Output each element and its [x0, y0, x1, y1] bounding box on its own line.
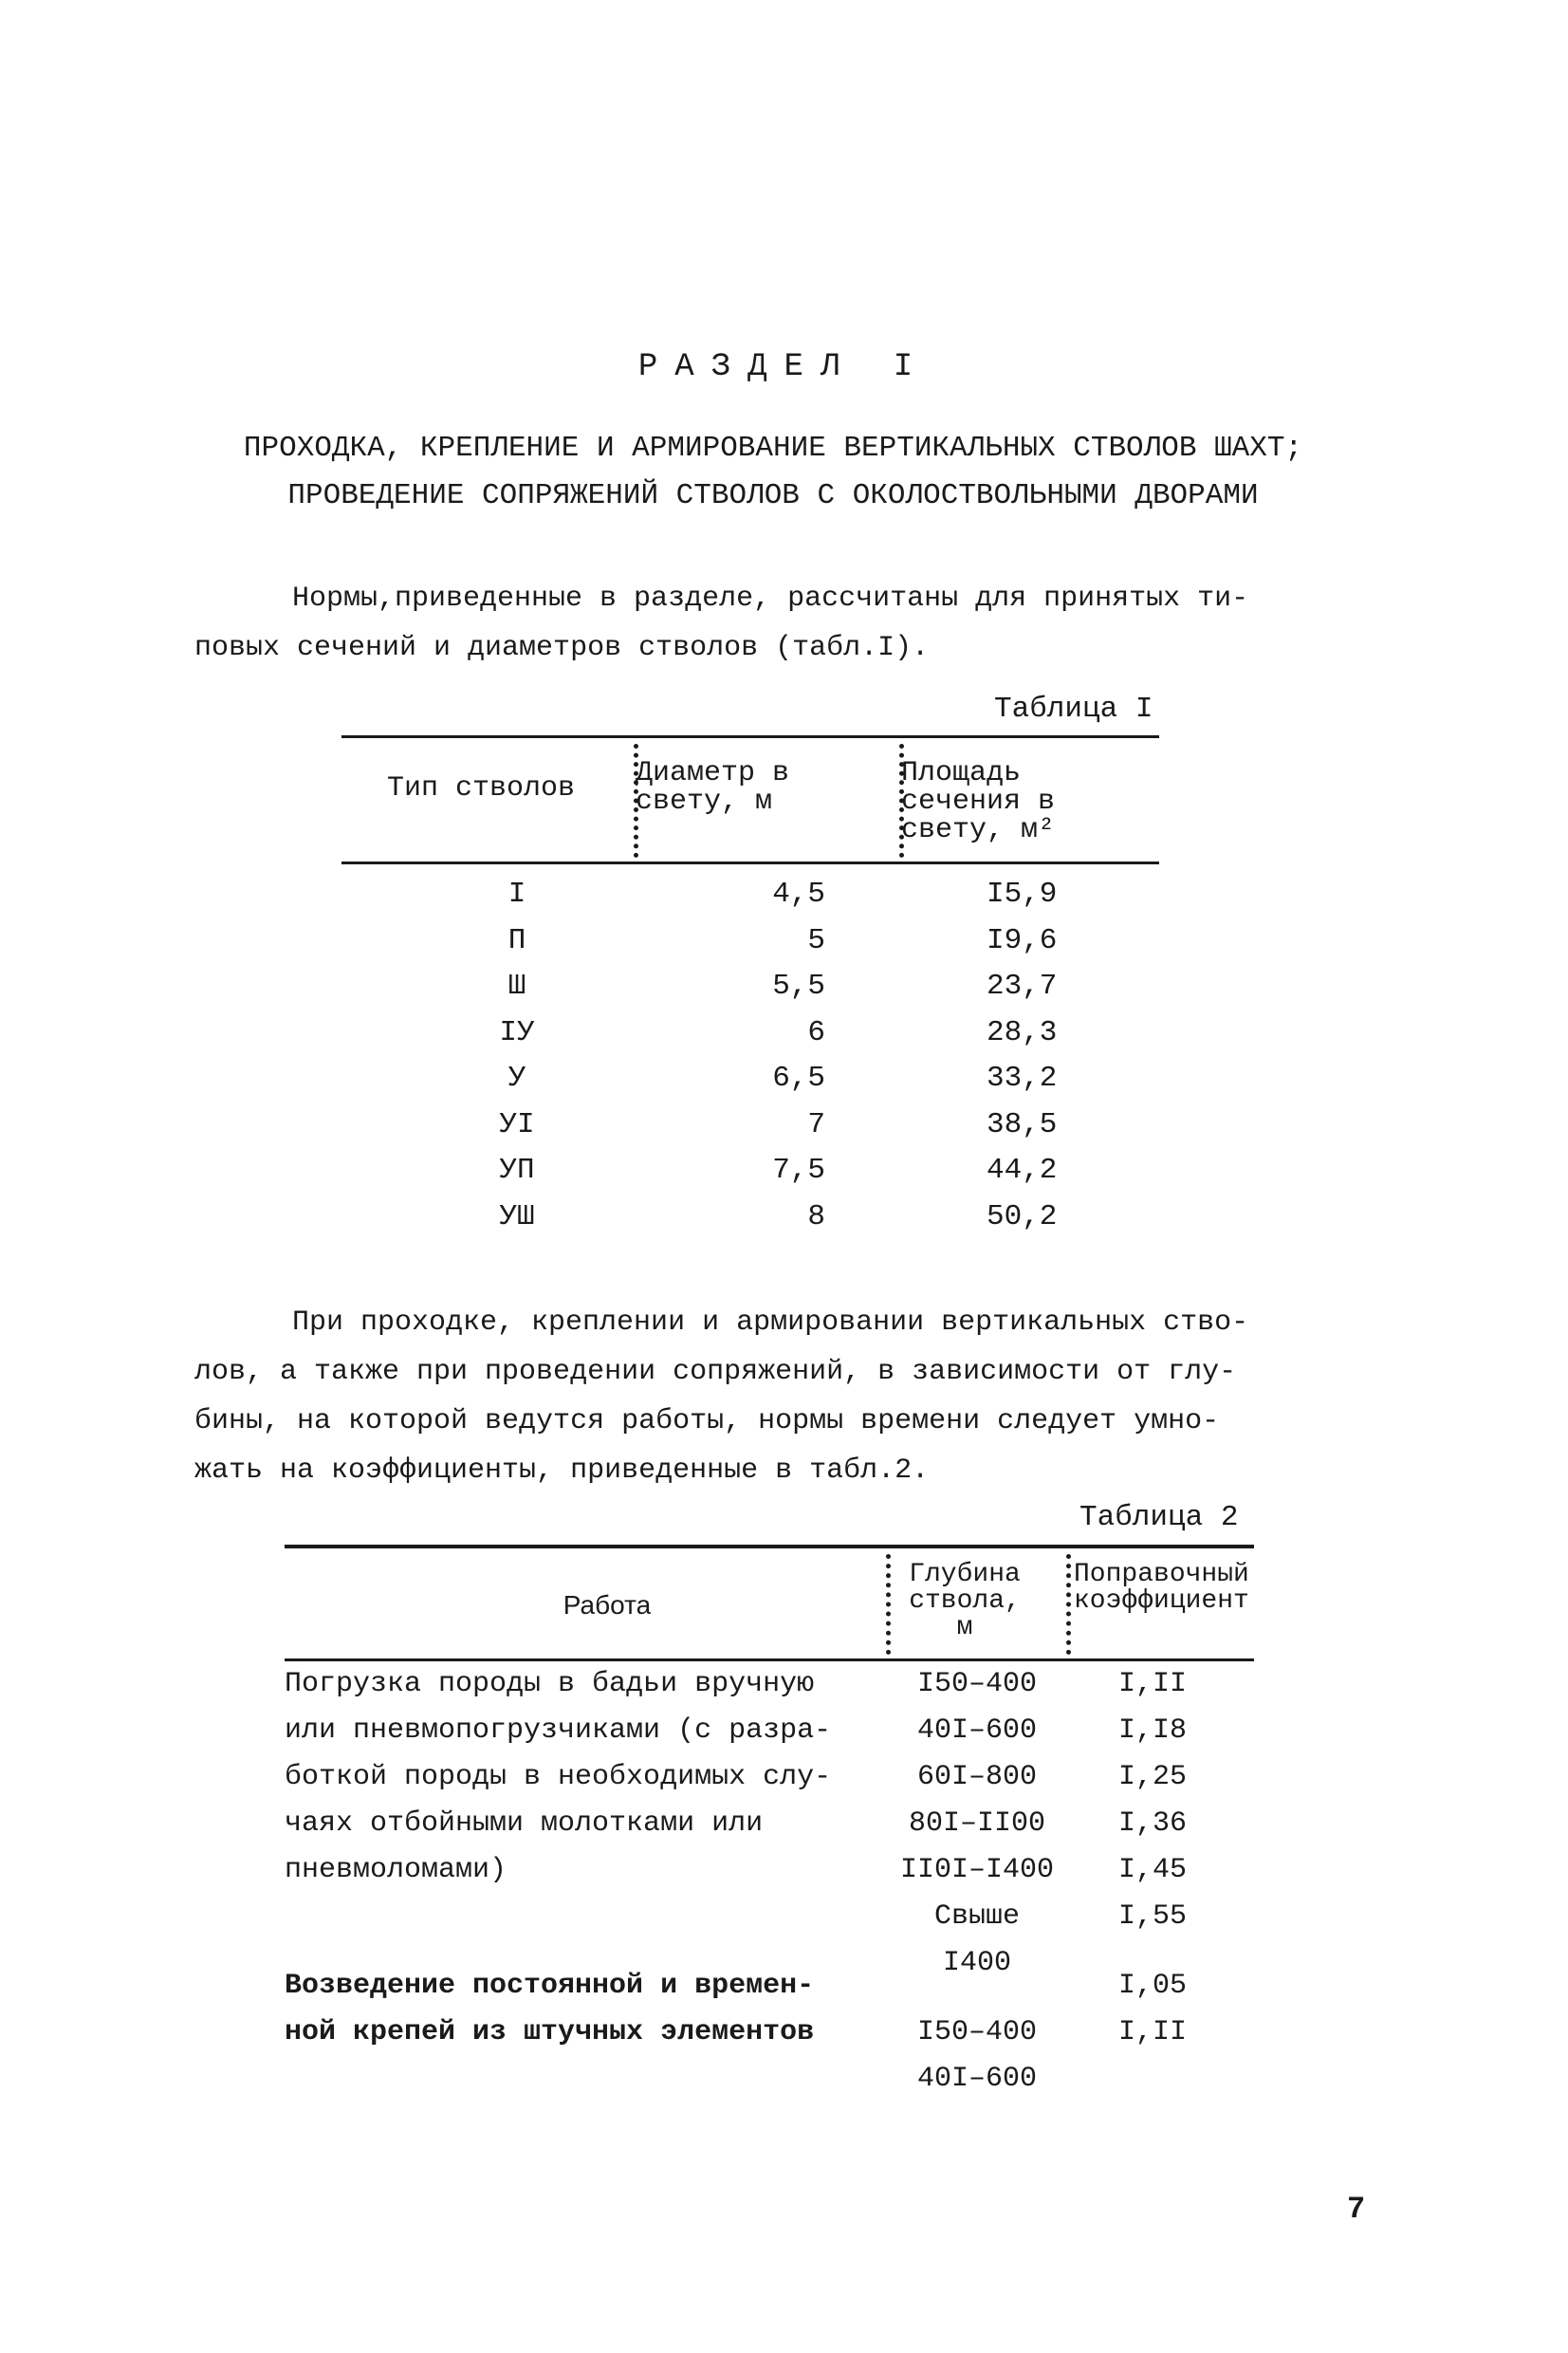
table1-header-diameter: Диаметр в свету, м [636, 757, 790, 818]
cell-type: Ш [507, 970, 526, 1003]
cell-area: 38,5 [987, 1107, 1058, 1141]
coefficient-value: I,II [1117, 2016, 1187, 2048]
depth-range: I50–400 [916, 2016, 1038, 2048]
depth-range: 40I–600 [916, 2063, 1038, 2095]
cell-diameter: 6 [807, 1015, 825, 1049]
cell-area: I9,6 [987, 923, 1058, 957]
cell-area: 23,7 [987, 970, 1058, 1003]
coefficient-value: I,25 [1117, 1761, 1187, 1793]
paragraph-line: При проходке, креплении и армировании вертикальных ство- [292, 1306, 1249, 1339]
cell-type: УШ [499, 1199, 535, 1233]
coefficient-value: I,05 [1117, 1970, 1187, 2002]
table-row [341, 962, 1159, 1009]
table2-header-depth: Глубина ствола, м [909, 1560, 1021, 1642]
table-row [341, 1146, 1159, 1193]
work-description [285, 1661, 892, 1894]
intro-paragraph [194, 574, 1371, 673]
work-description [285, 1963, 892, 2056]
cell-area: 33,2 [987, 1062, 1058, 1095]
table-row [341, 1054, 1159, 1101]
work-line: пневмоломами) [285, 1854, 507, 1886]
work-line: ной крепей из штучных элементов [285, 2016, 815, 2048]
work-line: Возведение постоянной и времен- [285, 1970, 815, 2002]
work-line: Погрузка породы в бадьи вручную [285, 1668, 815, 1700]
paragraph-line: бины, на которой ведутся работы, нормы времени следует умно- [194, 1405, 1220, 1437]
table2-header-work: Работа [563, 1590, 652, 1620]
page-number: 7 [1347, 2192, 1366, 2227]
row-gap [1100, 1940, 1205, 1963]
table-row [341, 917, 1159, 963]
table1-caption: Таблица I [994, 693, 1153, 726]
cell-area: 50,2 [987, 1199, 1058, 1233]
coefficient-value: I,I8 [1117, 1714, 1187, 1747]
coefficients-paragraph [194, 1298, 1371, 1495]
cell-diameter: 6,5 [772, 1062, 825, 1095]
depth-range: II0I–I400 [899, 1854, 1055, 1886]
coefficient-value: I,45 [1117, 1854, 1187, 1886]
paragraph-line: лов, а также при проведении сопряжений, в зависимости от глу- [194, 1356, 1237, 1388]
column-divider [1066, 1554, 1071, 1655]
cell-diameter: 4,5 [772, 878, 825, 911]
cell-type: УП [499, 1154, 535, 1187]
section-heading-line-1: ПРОХОДКА, КРЕПЛЕНИЕ И АРМИРОВАНИЕ ВЕРТИКАЛЬНЫХ СТВОЛОВ ШАХТ; [243, 432, 1303, 465]
work-line: чаях отбойными молотками или [285, 1807, 764, 1840]
work-line: боткой породы в необходимых слу- [285, 1761, 832, 1793]
cell-type: IУ [499, 1015, 535, 1049]
depth-range: 60I–800 [916, 1761, 1038, 1793]
work-line: или пневмопогрузчиками (с разра- [285, 1714, 832, 1747]
cell-diameter: 8 [807, 1199, 825, 1233]
table1-header-area: Площадь сечения в свету, м² [901, 757, 1056, 846]
cell-type: I [507, 878, 526, 911]
cell-area: 28,3 [987, 1015, 1058, 1049]
table2 [285, 1545, 1254, 2095]
table2-body [285, 1661, 1254, 2095]
coefficient-value: I,55 [1117, 1900, 1187, 1933]
section-title: РАЗДЕЛ I [637, 349, 931, 385]
cell-diameter: 5 [807, 923, 825, 957]
table-row [341, 1009, 1159, 1055]
paragraph-line: Нормы,приведенные в разделе, рассчитаны для принятых ти- [292, 583, 1249, 615]
table1-header [341, 738, 1159, 864]
table1 [341, 735, 1159, 1238]
cell-type: П [507, 923, 526, 957]
coefficient-column [1100, 1661, 1205, 2056]
coefficient-value: I,36 [1117, 1807, 1187, 1840]
cell-type: У [507, 1062, 526, 1095]
table1-header-type: Тип стволов [387, 772, 576, 805]
paragraph-line: повых сечений и диаметров стволов (табл.I). [194, 632, 930, 664]
table2-header [285, 1548, 1254, 1661]
row-gap [892, 1987, 1062, 2010]
coefficient-value: I,II [1117, 1668, 1187, 1700]
column-divider [886, 1554, 891, 1655]
cell-area: 44,2 [987, 1154, 1058, 1187]
depth-range: Свыше I400 [933, 1900, 1020, 1979]
cell-diameter: 5,5 [772, 970, 825, 1003]
cell-area: I5,9 [987, 878, 1058, 911]
table-row [341, 870, 1159, 917]
cell-diameter: 7 [807, 1107, 825, 1141]
table1-body [341, 864, 1159, 1238]
section-heading-line-2: ПРОВЕДЕНИЕ СОПРЯЖЕНИЙ СТВОЛОВ С ОКОЛОСТВОЛЬНЫМИ ДВОРАМИ [287, 479, 1259, 512]
table2-caption: Таблица 2 [1079, 1501, 1239, 1534]
paragraph-line: жать на коэффициенты, приведенные в табл.2. [194, 1454, 930, 1487]
table2-header-coef: Поправочный коэффициент [1074, 1560, 1249, 1616]
depth-range: 80I–II00 [908, 1807, 1046, 1840]
table-row [341, 1193, 1159, 1239]
depth-range: 40I–600 [916, 1714, 1038, 1747]
depth-column [892, 1661, 1062, 2103]
cell-type: УI [499, 1107, 535, 1141]
cell-diameter: 7,5 [772, 1154, 825, 1187]
table-row [341, 1101, 1159, 1147]
depth-range: I50–400 [916, 1668, 1038, 1700]
